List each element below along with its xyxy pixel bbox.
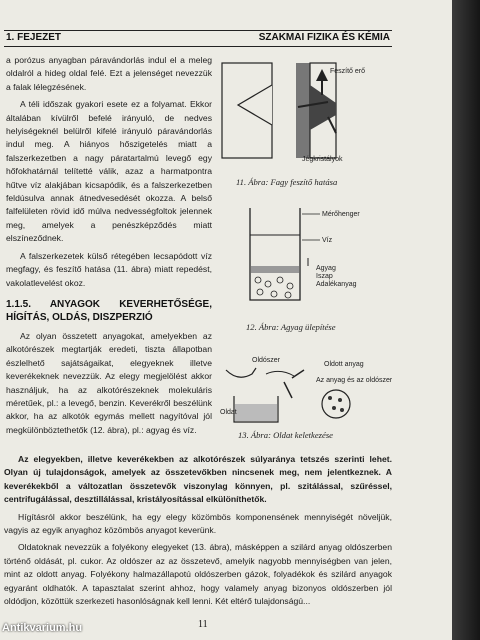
- label-solution: Oldat: [220, 409, 237, 416]
- paragraph-5: Az elegyekben, illetve keverékekben az alkotórészek súlyaránya tetszés szerinti lehet. Olyan új tulajdonságok, amelyek az összetevőkben nincsenek meg, nem jelentkeznek. A keverékekből a változatlan összetevők viszonylag könnyen, pl. szitálással, szűréssel, centrifugálással, desztillálással, kristályosítással elkülöníthetők.: [4, 454, 392, 505]
- label-force: Feszítő erő: [330, 68, 366, 75]
- label-solute: Oldott anyag: [324, 361, 364, 368]
- paragraph-7: Oldatoknak nevezzük a folyékony elegyeket (13. ábra), másképpen a szilárd anyag oldószerben történő oldását, pl. cukor. Az oldószer az az összetevő, amelyik nagyobb mennyiségben van jelen, mint az oldott anyag. Folyékony halmazállapotú oldószerben gázok, folyadékok és szilárd anyagok egyaránt oldhatók. A tapasztalat szerint ahhoz, hogy valamely anyag bizonyos oldószerben jól oldódjon, közöttük szerkezeti hasonlóságnak kell lenni. Két eltérő tulajdonságú...: [4, 542, 392, 607]
- label-particles: Az anyag és az oldószer: [316, 377, 392, 384]
- figure-13-solution: [220, 352, 392, 428]
- paragraph-1: a porózus anyagban páravándorlás indul el a meleg oldalról a hideg oldal felé. Ezt a jelenséget nevezzük a falak lélegzésének.: [6, 55, 212, 92]
- section-title: SZAKMAI FIZIKA ÉS KÉMIA: [258, 32, 390, 43]
- chapter-label: 1. FEJEZET: [6, 32, 62, 43]
- page-header: [4, 30, 392, 47]
- figure-12-sedimentation: [232, 200, 392, 310]
- page-edge: [452, 0, 480, 640]
- paragraph-2: A téli időszak gyakori esete ez a folyamat. Ekkor általában kívülről befelé irányuló, de nedves helyiségeknél belülről kifelé irányuló páravándorlás indul meg. A hiányos hőszigetelés miatt a falszerkezetben a nagy páratartalmú levegő egy hőfokhatárnál telítetté válik, azaz a harmatpontra hűtve víz alakjában kicsapódik, és a falszerkezetben feldúsulva annak átnedvesedését okozza. A belső falfelületen rövid idő múlva nedvességfoltok jelennek meg, amelyek a penészképződés miatt elszíneződnek.: [6, 99, 212, 244]
- page-number: 11: [198, 619, 208, 630]
- label-admix: Adalékanyag: [316, 281, 357, 288]
- figure-11-frost-diagram: [218, 55, 388, 170]
- label-sediment: Iszap: [316, 273, 333, 280]
- label-clay: Agyag: [316, 265, 336, 272]
- watermark: Antikvarium.hu: [2, 622, 83, 634]
- paragraph-3: A falszerkezetek külső rétegében lecsapódott víz megfagy, és feszítő hatása (11. ábra) miatt repedést, vakolatlevelést okoz.: [6, 250, 212, 288]
- label-cylinder: Mérőhenger: [322, 211, 360, 218]
- left-column: [6, 54, 212, 441]
- label-ice: Jégkristályok: [302, 156, 343, 163]
- figure-11-caption: 11. Ábra: Fagy feszítő hatása: [236, 177, 338, 187]
- label-water: Víz: [322, 237, 333, 244]
- section-heading: 1.1.5. ANYAGOK KEVERHETŐSÉGE, HÍGÍTÁS, OLDÁS, DISZPERZIÓ: [6, 298, 212, 323]
- label-solvent: Oldószer: [252, 357, 281, 364]
- paragraph-6: Hígításról akkor beszélünk, ha egy elegy közömbös komponensének mennyiségét növeljük, vagyis az egyik anyaghoz közömbös anyagot keverünk.: [4, 511, 392, 536]
- paragraph-4: Az olyan összetett anyagokat, amelyekben az alkotórészek megtartják eredeti, tiszta állapotban észlelhető sajátságaikat, elegyeknek illetve keverékeknek nevezzük. Az elegy megjelölést akkor használjuk, ha az alkotórészeknek molekuláris méretűek, pl.: a levegő, benzin. Keverékről beszélünk akkor, ha az alkotók egymás mellett nagyítóval jól megkülönböztethetők (12. ábra), pl.: agyag és víz.: [6, 330, 212, 435]
- full-width-text: [4, 453, 392, 612]
- figure-13-caption: 13. Ábra: Oldat keletkezése: [238, 430, 333, 440]
- figure-12-caption: 12. Ábra: Agyag ülepítése: [246, 322, 336, 332]
